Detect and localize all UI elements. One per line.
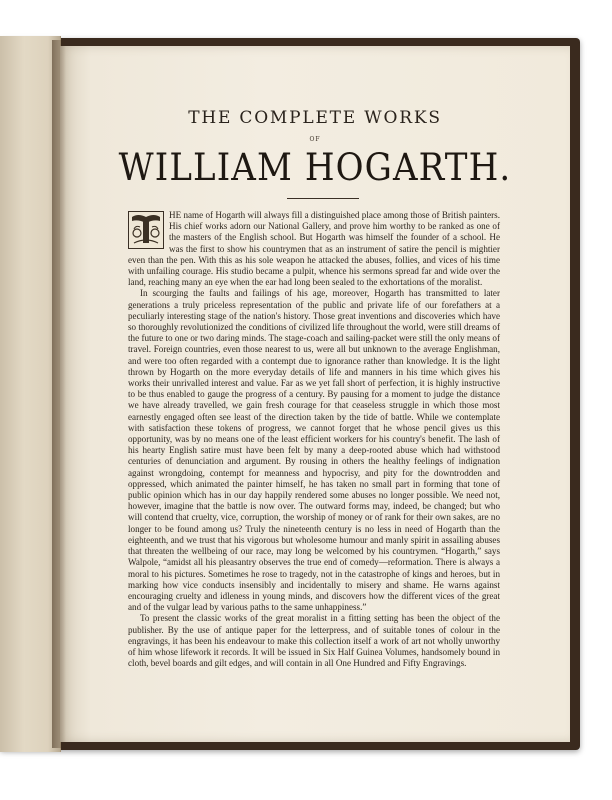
of-label: OF — [309, 136, 321, 143]
series-heading: THE COMPLETE WORKS — [188, 108, 442, 128]
paragraph-1-text: HE name of Hogarth will always fill a distinguished place among those of British painters. His chief works adorn our National Gallery, and prove him worthy to be ranked as one of the masters of the English school. But Hogarth was himself the founder of a school. He was the first to show his countrymen that as an instrument of satire the pencil is mightier even than the pen. With this as his sole weapon he attacked the abuses, follies, and vices of his time with unfailing courage. His studio became a pulpit, whence his sermons spread far and wide over the land, reaching many an eye when the ear had long been sealed to the exhortations of the moralist. — [128, 210, 500, 288]
title-rule — [287, 198, 359, 199]
ornamental-dropcap — [128, 211, 164, 249]
page-title: WILLIAM HOGARTH. — [118, 146, 512, 189]
gutter-shadow — [52, 40, 66, 748]
dropcap-ornament-icon — [128, 211, 164, 249]
paragraph-2: In scourging the faults and failings of his age, moreover, Hogarth has transmitted to later generations a truly priceless representation of the public and private life of our forefathers at a peculiarly interesting stage of the nation's history. Those great inventions and discoveries which have so thoroughly revolutionized the conditions of civilized life throughout the world, were still dreams of the future to one or two daring minds. The stage-coach and sailing-packet were still the only means of travel. Foreign countries, even those nearest to us, were all but unknown to the average Englishman, and were too often regarded with a contempt due to ignorance rather than knowledge. It is the light thrown by Hogarth on the more everyday details of life and manners in his time which gives his works their unrivalled interest and value. Far as we yet fall short of perfection, it is highly instructive to be thus enabled to gauge the progress of a century. By pausing for a moment to judge the distance we have already travelled, we gain fresh courage for that ceaseless struggle in which those most earnestly engaged often see least of the direction taken by the tide of battle. While we contemplate with satisfaction these tokens of progress, we cannot forget that he whose pencil gives us this opportunity, was by no means one of the least efficient workers for his country's benefit. The lash of his hearty English satire must have been felt by many a deep-rooted abuse which had withstood centuries of denunciation and argument. By rousing in others the healthy feelings of indignation against wrongdoing, contempt for meanness and hypocrisy, and pity for the downtrodden and oppressed, which animated the painter himself, he has taken no small part in forming that tone of public opinion which has in our day happily rendered some abuses no longer possible. We need not, however, imagine that the battle is now over. The outward forms may, indeed, be changed; but who will contend that cruelty, vice, corruption, the worship of money or of rank for their own sakes, are no longer to be found among us? Truly the nineteenth century is no less in need of Hogarth than the eighteenth, and we trust that his vigorous but wholesome humour and manly spirit in assailing abuses that threaten the wellbeing of our race, may long be welcomed by his countrymen. “Hogarth,” says Walpole, “amidst all his pleasantry observes the true end of comedy—reformation. There is always a moral to his pictures. Sometimes he rose to tragedy, not in the catastrophe of kings and heroes, but in marking how vice conducts insensibly and incidentally to misery and shame. He warns against encouraging cruelty and idleness in young minds, and discovers how the different vices of the great and of the vulgar lead by various paths to the same unhappiness.” — [128, 288, 501, 613]
body-text — [128, 210, 500, 669]
paragraph-3: To present the classic works of the great moralist in a fitting setting has been the object of the publisher. By the use of antique paper for the letterpress, and of suitable tones of colour in the engravings, it has been his endeavour to make this collection itself a work of art not wholly unworthy of him whose lifework it records. It will be issued in Six Half Guinea Volumes, handsomely bound in cloth, bevel boards and gilt edges, and will contain in all One Hundred and Fifty Engravings. — [128, 613, 500, 669]
paragraph-1 — [128, 210, 500, 288]
